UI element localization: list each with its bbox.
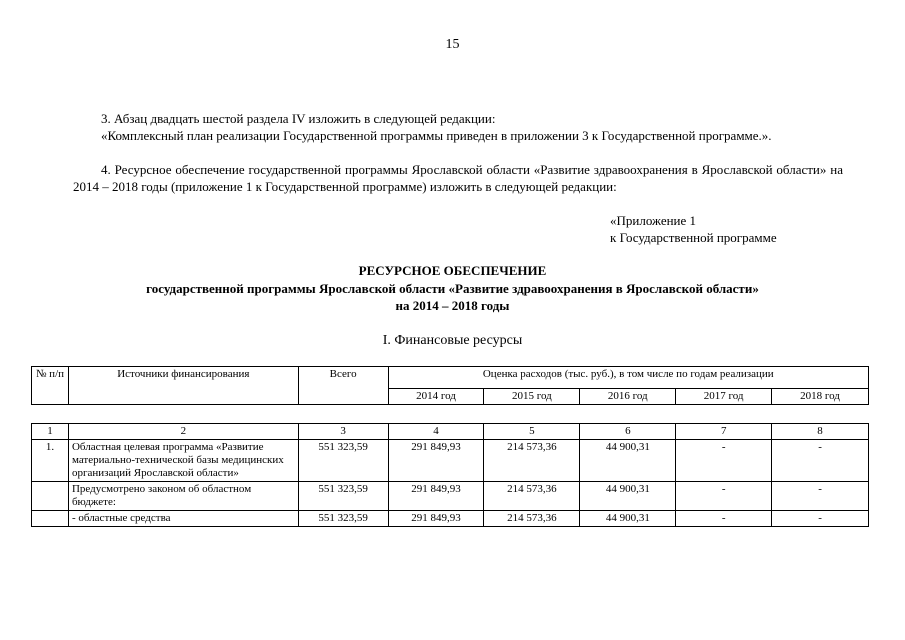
column-number-row xyxy=(32,424,869,440)
row-2017: - xyxy=(676,482,772,511)
document-period: на 2014 – 2018 годы xyxy=(395,298,510,313)
column-number: 6 xyxy=(580,424,676,440)
header-year-2017: 2017 год xyxy=(676,389,772,405)
row-2015: 214 573,36 xyxy=(484,482,580,511)
row-2016: 44 900,31 xyxy=(580,440,676,482)
paragraph-amendment-3: 3. Абзац двадцать шестой раздела IV изложить в следующей редакции: xyxy=(101,111,496,126)
appendix-reference xyxy=(610,212,777,246)
row-number xyxy=(32,511,69,527)
appendix-line-1: «Приложение 1 xyxy=(610,213,697,228)
section-heading: I. Финансовые ресурсы xyxy=(382,333,523,348)
row-2014: 291 849,93 xyxy=(388,482,484,511)
row-2014: 291 849,93 xyxy=(388,440,484,482)
row-2015: 214 573,36 xyxy=(484,440,580,482)
header-year-2016: 2016 год xyxy=(580,389,676,405)
document-subtitle: государственной программы Ярославской области «Развитие здравоохранения в Ярославской области» xyxy=(146,281,759,296)
column-number: 4 xyxy=(388,424,484,440)
table-row xyxy=(32,511,869,527)
header-year-2018: 2018 год xyxy=(772,389,869,405)
row-2017: - xyxy=(676,511,772,527)
row-2018: - xyxy=(772,440,869,482)
table-row xyxy=(32,440,869,482)
row-source: Областная целевая программа «Развитие материально-технической базы медицинских организаций Ярославской области» xyxy=(68,440,298,482)
column-number: 1 xyxy=(32,424,69,440)
paragraph-complex-plan: «Комплексный план реализации Государственной программы приведен в приложении 3 к Государственной программе.». xyxy=(101,128,772,143)
row-total: 551 323,59 xyxy=(298,482,388,511)
column-number: 5 xyxy=(484,424,580,440)
column-number: 8 xyxy=(772,424,869,440)
header-estimate: Оценка расходов (тыс. руб.), в том числе по годам реализации xyxy=(388,367,868,389)
column-number: 2 xyxy=(68,424,298,440)
row-source: Предусмотрено законом об областном бюджете: xyxy=(68,482,298,511)
header-year-2014: 2014 год xyxy=(388,389,484,405)
header-number: № п/п xyxy=(32,367,69,405)
row-2018: - xyxy=(772,482,869,511)
row-number: 1. xyxy=(32,440,69,482)
row-2017: - xyxy=(676,440,772,482)
row-2018: - xyxy=(772,511,869,527)
financing-table-body xyxy=(31,423,869,527)
column-number: 7 xyxy=(676,424,772,440)
row-2016: 44 900,31 xyxy=(580,511,676,527)
row-number xyxy=(32,482,69,511)
paragraph-amendment-4: 4. Ресурсное обеспечение государственной программы Ярославской области «Развитие здравоохранения в Ярославской области» на 2014 – 2018 годы (приложение 1 к Государственной программе) изложить в следующей редакции: xyxy=(73,162,843,194)
header-source: Источники финансирования xyxy=(68,367,298,405)
row-2016: 44 900,31 xyxy=(580,482,676,511)
appendix-line-2: к Государственной программе xyxy=(610,230,777,245)
page-number: 15 xyxy=(445,37,460,52)
row-2014: 291 849,93 xyxy=(388,511,484,527)
row-2015: 214 573,36 xyxy=(484,511,580,527)
row-source: - областные средства xyxy=(68,511,298,527)
row-total: 551 323,59 xyxy=(298,511,388,527)
column-number: 3 xyxy=(298,424,388,440)
table-row xyxy=(32,482,869,511)
header-total: Всего xyxy=(298,367,388,405)
financing-table-header xyxy=(31,366,869,405)
header-year-2015: 2015 год xyxy=(484,389,580,405)
document-title: РЕСУРСНОЕ ОБЕСПЕЧЕНИЕ xyxy=(358,263,547,278)
row-total: 551 323,59 xyxy=(298,440,388,482)
